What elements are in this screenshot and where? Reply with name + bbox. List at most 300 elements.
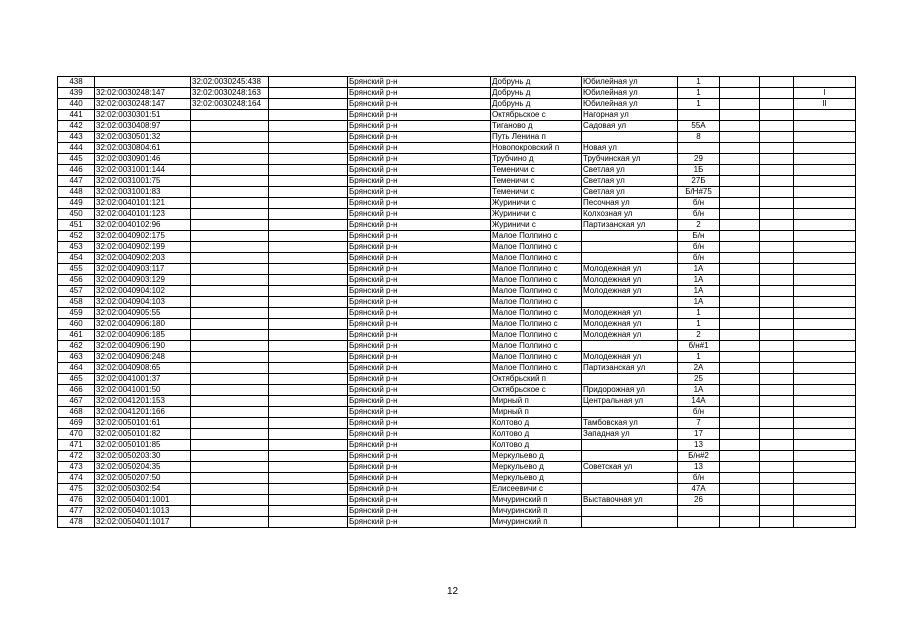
table-cell: Б/н [678,231,720,242]
table-cell [269,396,348,407]
table-row [58,385,856,396]
table-cell: Мичуринский п [491,495,582,506]
table-cell: 2А [678,363,720,374]
table-cell [269,110,348,121]
table-cell [191,418,269,429]
table-cell: 459 [58,308,95,319]
table-cell: 32:02:0030501:32 [95,132,191,143]
table-cell [720,495,760,506]
table-cell: Нагорная ул [582,110,678,121]
table-cell: 32:02:0050401:1017 [95,517,191,528]
table-cell: 55А [678,121,720,132]
table-cell: 47А [678,484,720,495]
table-cell: б/н#1 [678,341,720,352]
table-cell [582,484,678,495]
table-cell [582,451,678,462]
table-cell [191,352,269,363]
table-cell [720,473,760,484]
table-cell: Добрунь д [491,88,582,99]
table-cell: 13 [678,440,720,451]
table-cell: 32:02:0050207:50 [95,473,191,484]
table-cell: 32:02:0041201:166 [95,407,191,418]
table-cell [720,77,760,88]
table-cell [269,407,348,418]
table-cell [720,143,760,154]
table-cell: 465 [58,374,95,385]
table-cell: Брянский р-н [348,198,491,209]
table-cell: 32:02:0050401:1001 [95,495,191,506]
table-cell: 474 [58,473,95,484]
table-cell [794,330,856,341]
table-cell [269,352,348,363]
table-cell [269,77,348,88]
table-cell [760,110,794,121]
table-cell: Журиничи с [491,198,582,209]
table-cell: 461 [58,330,95,341]
table-cell: Юбилейная ул [582,77,678,88]
table-cell: 32:02:0030408:97 [95,121,191,132]
table-cell: Юбилейная ул [582,99,678,110]
table-cell [760,484,794,495]
table-cell: Брянский р-н [348,209,491,220]
table-cell: 446 [58,165,95,176]
table-cell: Брянский р-н [348,297,491,308]
table-cell [720,176,760,187]
table-cell [191,242,269,253]
table-cell: 32:02:0040906:248 [95,352,191,363]
table-row [58,121,856,132]
table-cell: 460 [58,319,95,330]
table-cell [191,363,269,374]
table-cell: 475 [58,484,95,495]
table-cell [269,198,348,209]
table-cell: 456 [58,275,95,286]
table-cell [191,385,269,396]
table-cell: Брянский р-н [348,506,491,517]
table-cell: 1 [678,99,720,110]
table-cell [269,264,348,275]
table-cell: Октябрьский п [491,374,582,385]
table-cell: Брянский р-н [348,242,491,253]
table-cell [760,220,794,231]
table-row [58,231,856,242]
table-row [58,143,856,154]
table-cell [191,220,269,231]
table-cell [760,429,794,440]
table-cell: Брянский р-н [348,462,491,473]
table-cell: 32:02:0031001:75 [95,176,191,187]
table-cell [720,110,760,121]
table-cell [794,77,856,88]
table-cell [269,165,348,176]
table-cell: Брянский р-н [348,132,491,143]
table-cell: 1А [678,264,720,275]
table-cell: Брянский р-н [348,517,491,528]
table-cell [794,187,856,198]
table-cell: Брянский р-н [348,143,491,154]
table-cell: Брянский р-н [348,440,491,451]
table-cell: Брянский р-н [348,253,491,264]
table-cell: Брянский р-н [348,77,491,88]
table-cell: 470 [58,429,95,440]
table-cell [760,286,794,297]
table-cell: Мирный п [491,396,582,407]
table-cell: 32:02:0040101:123 [95,209,191,220]
table-cell [720,506,760,517]
table-cell [191,374,269,385]
table-cell [760,165,794,176]
table-cell: 32:02:0041001:50 [95,385,191,396]
table-cell: Брянский р-н [348,286,491,297]
table-cell [582,242,678,253]
table-cell: 450 [58,209,95,220]
table-cell: 476 [58,495,95,506]
table-row [58,341,856,352]
table-cell [720,286,760,297]
table-cell [720,517,760,528]
table-cell [794,110,856,121]
table-cell: 2 [678,220,720,231]
table-cell: 451 [58,220,95,231]
table-cell [760,253,794,264]
table-cell: Малое Полпино с [491,363,582,374]
table-cell: 32:02:0030248:147 [95,99,191,110]
table-cell [582,407,678,418]
table-cell: 455 [58,264,95,275]
table-cell [678,506,720,517]
table-cell [720,396,760,407]
table-cell [760,132,794,143]
table-cell [269,154,348,165]
table-cell [794,418,856,429]
table-cell [269,275,348,286]
table-row [58,319,856,330]
table-cell: 464 [58,363,95,374]
table-cell [794,352,856,363]
table-row [58,220,856,231]
table-cell: 439 [58,88,95,99]
table-cell [191,440,269,451]
table-cell: Малое Полпино с [491,253,582,264]
table-cell: Малое Полпино с [491,286,582,297]
table-cell: 445 [58,154,95,165]
table-cell [582,440,678,451]
table-cell: 448 [58,187,95,198]
table-cell: 1 [678,319,720,330]
table-cell [191,341,269,352]
table-cell: Малое Полпино с [491,297,582,308]
table-cell: Брянский р-н [348,374,491,385]
table-cell [760,209,794,220]
table-cell [794,495,856,506]
table-cell [191,297,269,308]
table-cell [269,308,348,319]
table-cell [794,363,856,374]
table-cell: 32:02:0031001:83 [95,187,191,198]
table-cell: 32:02:0050101:82 [95,429,191,440]
table-cell: Теменичи с [491,187,582,198]
table-cell [191,165,269,176]
table-cell [720,352,760,363]
table-cell: II [794,99,856,110]
table-cell: 32:02:0040902:199 [95,242,191,253]
table-cell [720,121,760,132]
table-cell: 32:02:0041001:37 [95,374,191,385]
table-cell: Меркульево д [491,473,582,484]
table-cell [720,385,760,396]
table-cell: 462 [58,341,95,352]
table-cell [794,429,856,440]
table-cell: Светлая ул [582,176,678,187]
table-cell [678,110,720,121]
table-row [58,154,856,165]
table-cell: б/н [678,198,720,209]
table-cell [191,154,269,165]
table-cell [794,209,856,220]
table-cell: Брянский р-н [348,363,491,374]
table-row [58,187,856,198]
table-cell [582,517,678,528]
table-cell: Брянский р-н [348,264,491,275]
table-cell [678,143,720,154]
table-cell [760,418,794,429]
table-cell: Журиничи с [491,209,582,220]
table-cell [269,88,348,99]
table-cell: Молодежная ул [582,275,678,286]
table-cell: Октябрьское с [491,110,582,121]
table-cell: Брянский р-н [348,330,491,341]
table-cell: 458 [58,297,95,308]
table-cell [760,374,794,385]
table-cell [794,440,856,451]
table-cell [760,242,794,253]
table-cell: Теменичи с [491,176,582,187]
table-cell: Брянский р-н [348,308,491,319]
table-cell: 32:02:0050101:85 [95,440,191,451]
table-cell: Мичуринский п [491,506,582,517]
table-cell [720,231,760,242]
table-cell [191,253,269,264]
table-cell: Юбилейная ул [582,88,678,99]
table-cell [269,319,348,330]
table-row [58,429,856,440]
table-cell: Меркульево д [491,451,582,462]
table-cell [269,429,348,440]
table-cell [720,187,760,198]
table-cell [269,363,348,374]
table-cell [794,319,856,330]
table-cell: 440 [58,99,95,110]
table-cell: 32:02:0040905:55 [95,308,191,319]
table-cell [269,330,348,341]
table-cell [269,451,348,462]
table-cell [191,396,269,407]
table-cell [720,209,760,220]
table-cell [191,143,269,154]
table-cell: 13 [678,462,720,473]
table-cell [191,473,269,484]
table-cell: 32:02:0030248:164 [191,99,269,110]
table-cell [269,374,348,385]
table-cell [191,275,269,286]
table-row [58,110,856,121]
table-cell [794,242,856,253]
table-cell [794,198,856,209]
table-cell: Молодежная ул [582,264,678,275]
table-row [58,88,856,99]
table-cell: 478 [58,517,95,528]
table-cell [191,506,269,517]
table-cell [760,154,794,165]
table-cell: Брянский р-н [348,319,491,330]
table-cell: 32:02:0040906:180 [95,319,191,330]
table-cell [760,121,794,132]
table-row [58,209,856,220]
table-cell [720,253,760,264]
table-cell [794,462,856,473]
table-row [58,440,856,451]
table-cell [191,407,269,418]
table-cell: Малое Полпино с [491,330,582,341]
table-cell [269,385,348,396]
table-cell [760,198,794,209]
table-cell [582,341,678,352]
table-cell: 443 [58,132,95,143]
table-cell [720,297,760,308]
table-cell: Колхозная ул [582,209,678,220]
table-cell [794,407,856,418]
table-cell [760,88,794,99]
table-cell: Елисеевичи с [491,484,582,495]
table-cell [269,517,348,528]
table-cell [760,341,794,352]
table-cell [760,396,794,407]
table-cell: Малое Полпино с [491,308,582,319]
table-cell [760,77,794,88]
table-row [58,275,856,286]
table-cell [269,286,348,297]
table-cell: 1А [678,275,720,286]
table-cell: Брянский р-н [348,220,491,231]
table-row [58,286,856,297]
table-cell [269,132,348,143]
table-cell: 457 [58,286,95,297]
table-cell: Брянский р-н [348,418,491,429]
table-cell [760,275,794,286]
table-cell [720,88,760,99]
table-cell [760,352,794,363]
table-cell: Мичуринский п [491,517,582,528]
table-cell [269,187,348,198]
table-cell [191,319,269,330]
table-cell: 449 [58,198,95,209]
table-cell [720,330,760,341]
table-row [58,132,856,143]
table-cell [582,374,678,385]
table-cell [720,374,760,385]
table-cell [794,297,856,308]
table-cell [760,363,794,374]
table-row [58,374,856,385]
table-row [58,451,856,462]
table-row [58,495,856,506]
table-cell [269,418,348,429]
table-cell: Трубчино д [491,154,582,165]
table-cell [191,198,269,209]
table-cell [794,253,856,264]
table-cell [794,264,856,275]
table-cell: 1А [678,297,720,308]
table-cell: Партизанская ул [582,220,678,231]
table-cell [191,132,269,143]
table-cell: 32:02:0040904:103 [95,297,191,308]
table-cell: 444 [58,143,95,154]
table-cell [794,308,856,319]
table-cell: б/н [678,253,720,264]
table-cell: 1 [678,88,720,99]
table-cell: 32:02:0040904:102 [95,286,191,297]
table-cell: 1 [678,77,720,88]
table-cell: Песочная ул [582,198,678,209]
table-cell: Брянский р-н [348,231,491,242]
table-cell: Тиганово д [491,121,582,132]
table-cell [794,341,856,352]
table-cell [760,143,794,154]
table-cell: 442 [58,121,95,132]
table-cell [191,231,269,242]
table-cell [720,407,760,418]
table-cell: 1Б [678,165,720,176]
table-cell: 452 [58,231,95,242]
table-cell: Брянский р-н [348,407,491,418]
table-cell [794,165,856,176]
table-cell [720,429,760,440]
table-cell: 32:02:0040908:65 [95,363,191,374]
page-number: 12 [446,586,459,597]
table-cell: Новая ул [582,143,678,154]
table-cell: Выставочная ул [582,495,678,506]
table-cell [582,473,678,484]
table-cell: Малое Полпино с [491,341,582,352]
table-cell: Молодежная ул [582,352,678,363]
table-cell [191,209,269,220]
table-cell [269,121,348,132]
table-cell: б/н [678,473,720,484]
table-cell: Придорожная ул [582,385,678,396]
table-cell [95,77,191,88]
table-cell: Западная ул [582,429,678,440]
table-cell [269,242,348,253]
table-cell: 32:02:0030301:51 [95,110,191,121]
table-cell: 453 [58,242,95,253]
table-cell [720,308,760,319]
table-cell [794,484,856,495]
table-cell [794,374,856,385]
table-cell: 473 [58,462,95,473]
table-cell: Добрунь д [491,99,582,110]
table-cell: 32:02:0040102:96 [95,220,191,231]
table-cell [720,319,760,330]
table-cell: Молодежная ул [582,330,678,341]
table-cell: Партизанская ул [582,363,678,374]
table-cell: Новопокровский п [491,143,582,154]
table-cell: Малое Полпино с [491,319,582,330]
table-cell [191,451,269,462]
table-cell: Брянский р-н [348,154,491,165]
table-cell: 32:02:0041201:153 [95,396,191,407]
table-cell: Малое Полпино с [491,242,582,253]
table-cell [720,462,760,473]
